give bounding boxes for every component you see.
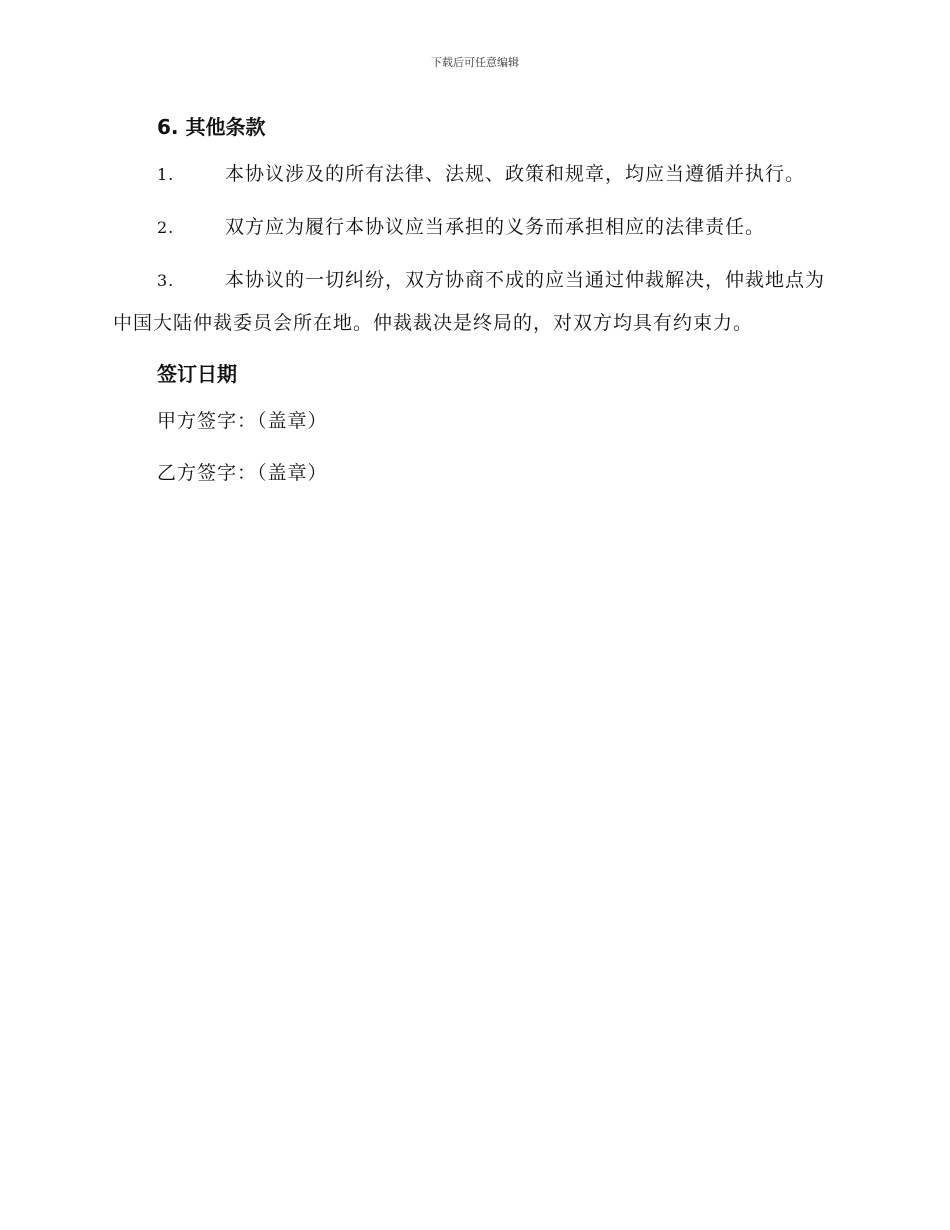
clause-1 [113, 153, 835, 196]
document-body [113, 111, 835, 494]
section-title: 6. 其他条款 [157, 115, 266, 139]
clause-2-text: 双方应为履行本协议应当承担的义务而承担相应的法律责任。 [225, 216, 766, 238]
clause-1-text: 本协议涉及的所有法律、法规、政策和规章，均应当遵循并执行。 [225, 163, 806, 185]
clause-3-number: 3. [157, 271, 175, 290]
clause-3 [113, 259, 835, 344]
page-header-note: 下载后可任意编辑 [431, 56, 519, 69]
clause-1-number: 1. [157, 165, 175, 184]
party-b-signature: 乙方签字：（盖章） [157, 462, 328, 484]
clause-2-number: 2. [157, 218, 175, 237]
clause-3-text: 本协议的一切纠纷，双方协商不成的应当通过仲裁解决，仲裁地点为中国大陆仲裁委员会所在地。仲裁裁决是终局的，对双方均具有约束力。 [113, 269, 826, 334]
party-a-signature: 甲方签字：（盖章） [157, 410, 328, 432]
signing-date-title: 签订日期 [157, 362, 237, 386]
clause-2 [113, 206, 835, 249]
